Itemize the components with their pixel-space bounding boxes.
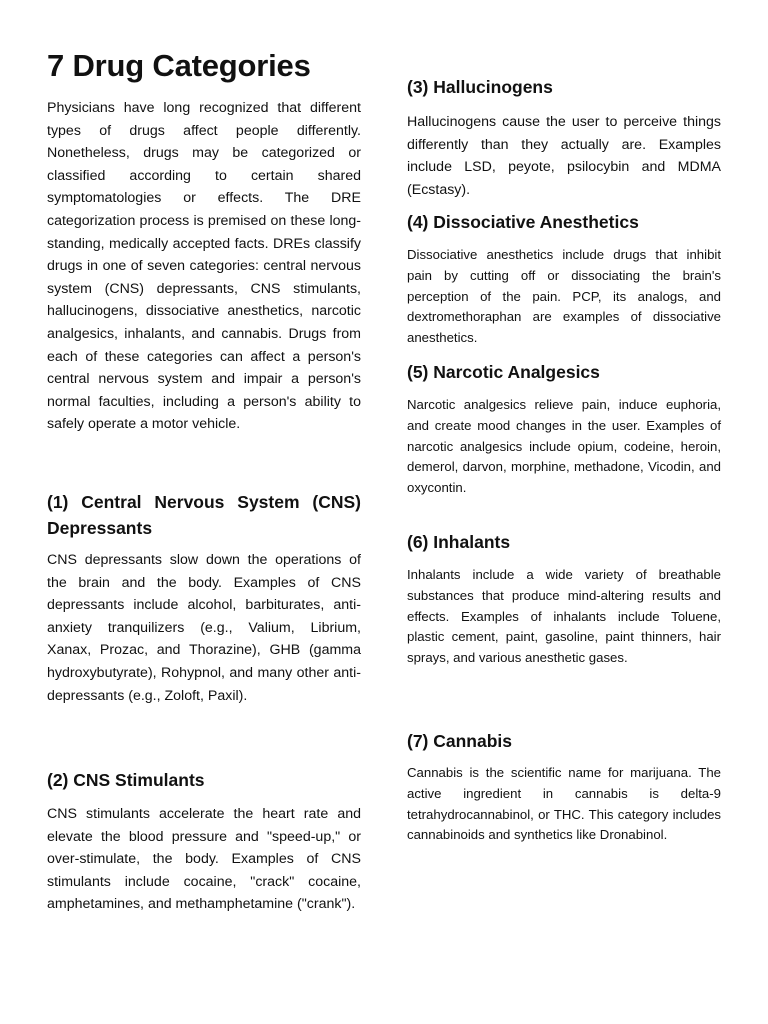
section-heading: (3) Hallucinogens [407,77,553,97]
section-body: CNS stimulants accelerate the heart rate and elevate the blood pressure and "speed-up," or over-stimulate, the body. Examples of CNS stimulants include cocaine, "crack" cocaine, amphetamines, and methamphetamine ("crank"). [47,806,361,913]
section-hallucinogens [407,74,721,100]
section-body: Narcotic analgesics relieve pain, induce euphoria, and create mood changes in the user. Examples of narcotic analgesics include opium, codeine, heroin, demerol, darvon, morphine, methadone, Vicodin, and oxycontin. [407,397,721,496]
section-cns-depressants-body [47,549,361,707]
section-body: Hallucinogens cause the user to perceive things differently than they actually are. Examples include LSD, peyote, psilocybin and MDMA (Ecstasy). [407,114,721,198]
section-narcotic-analgesics-body [407,395,721,499]
section-body: Cannabis is the scientific name for marijuana. The active ingredient in cannabis is delta-9 tetrahydrocannabinol, or THC. This category includes cannabinoids and synthetics like Dronabinol. [407,765,721,843]
section-body: Inhalants include a wide variety of breathable substances that produce mind-altering results and effects. Examples of inhalants include Toluene, plastic cement, paint, gasoline, paint thinners, hair sprays, and various anesthetic gases. [407,567,721,666]
section-heading: (6) Inhalants [407,532,511,552]
section-cns-stimulants [47,767,361,793]
section-body: CNS depressants slow down the operations of the brain and the body. Examples of CNS depressants include alcohol, barbiturates, anti-anxiety tranquilizers (e.g., Valium, Librium, Xanax, Prozac, and Thorazine), GHB (gamma hydroxybutyrate), Rohypnol, and many other anti-depressants (e.g., Zoloft, Paxil). [47,552,361,704]
section-inhalants-body [407,565,721,669]
intro-paragraph: Physicians have long recognized that different types of drugs affect people differently. Nonetheless, drugs may be categorized or classified according to certain shared symptomatologies or effects. The DRE categorization process is premised on these long-standing, medically accepted facts. DREs classify drugs in one of seven categories: central nervous system (CNS) depressants, CNS stimulants, hallucinogens, dissociative anesthetics, narcotic analgesics, inhalants, and cannabis. Drugs from each of these categories can affect a person's central nervous system and impair a person's normal faculties, including a person's ability to safely operate a motor vehicle. [47,100,361,433]
section-inhalants [407,529,721,555]
section-cannabis-body [407,763,721,846]
section-heading: (1) Central Nervous System (CNS) Depressants [47,492,361,538]
section-dissociative-anesthetics [407,209,721,235]
intro-block [47,97,361,436]
section-cannabis [407,728,721,754]
page-title: 7 Drug Categories [47,48,311,83]
section-heading: (7) Cannabis [407,731,513,751]
section-dissociative-anesthetics-body [407,245,721,349]
section-cns-depressants [47,489,361,541]
section-heading: (2) CNS Stimulants [47,770,205,790]
section-heading: (4) Dissociative Anesthetics [407,212,639,232]
section-heading: (5) Narcotic Analgesics [407,362,600,382]
section-body: Dissociative anesthetics include drugs that inhibit pain by cutting off or dissociating the brain's perception of the pain. PCP, its analogs, and dextromethoraphan are examples of dissociative anesthetics. [407,247,721,346]
section-cns-stimulants-body [47,803,361,916]
section-narcotic-analgesics [407,359,721,385]
section-hallucinogens-body [407,111,721,201]
